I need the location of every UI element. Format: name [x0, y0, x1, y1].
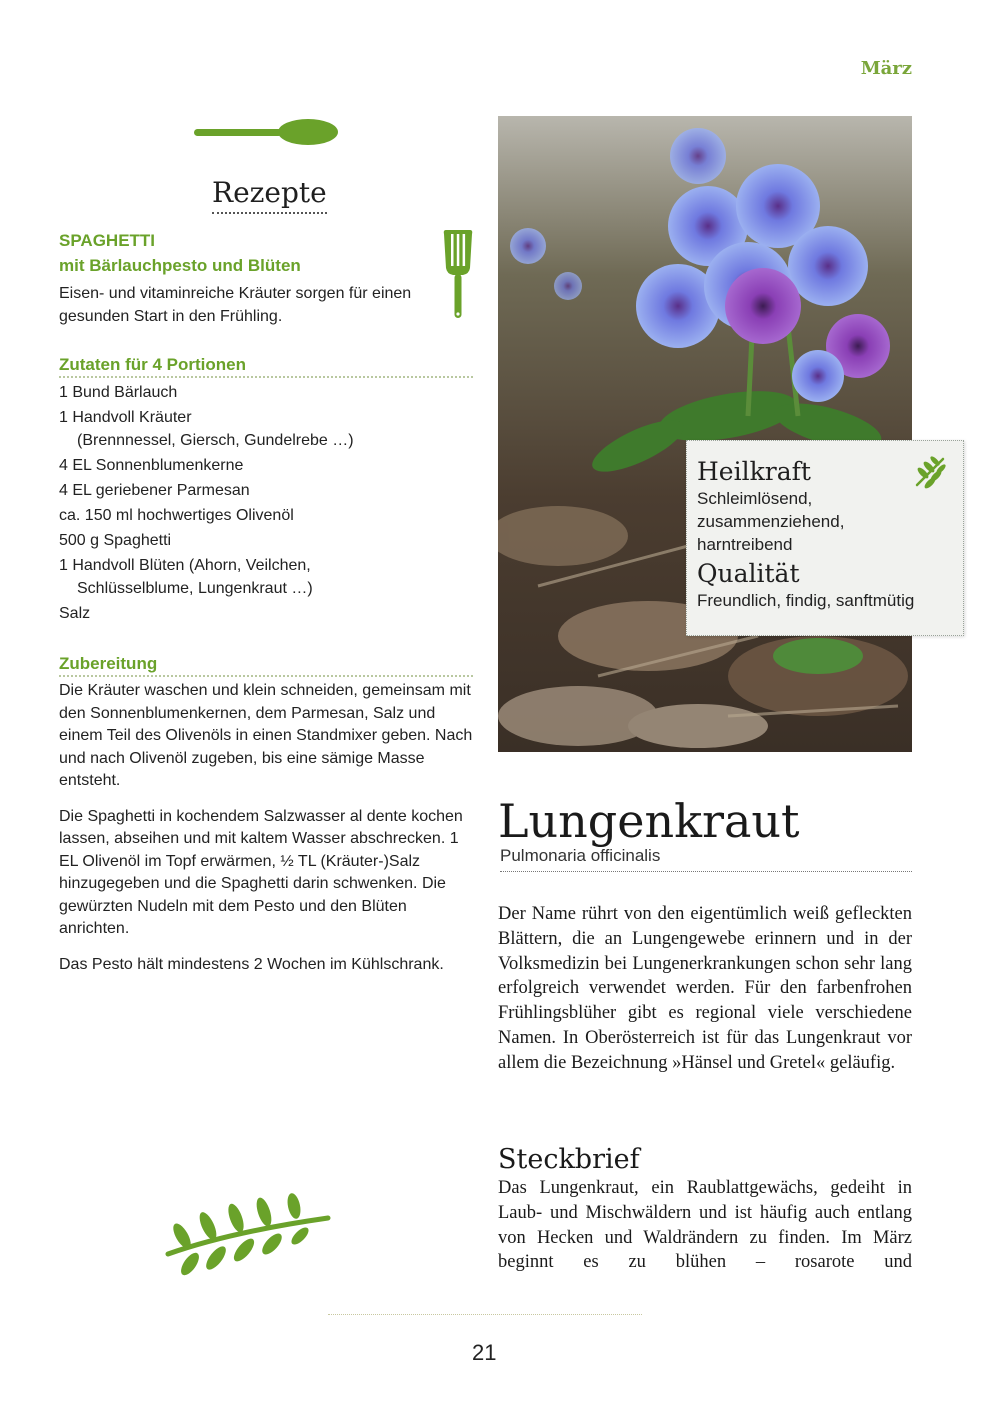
recipe-intro: Eisen- und vitaminreiche Kräuter sorgen für einen gesunden Start in den Frühling.	[59, 285, 412, 325]
preparation-step: Die Kräuter waschen und klein schneiden, gemeinsam mit den Sonnenblumenkernen, dem Parmesan, Salz und einem Teil des Olivenöls in einen Standmixer geben. Nach und nach Olivenöl zugeben, bis eine sämige Masse entsteht.	[59, 682, 473, 789]
recipe-title-line1: SPAGHETTI	[59, 231, 156, 250]
list-item	[59, 381, 473, 404]
list-item	[59, 406, 473, 452]
plant-title: Lungenkraut	[498, 794, 800, 848]
plant-description: Der Name rührt von den eigentümlich weiß gefleckten Blättern, die an Lungengewebe erinnern und in der Volksmedizin bei Lungenerkrankungen schon sehr lang erfolgreich verwendet werden. Für den farbenfrohen Frühlingsblüher gibt es regional viele verschiedene Namen. In Oberösterreich ist für das Lungenkraut vor allem die Bezeichnung »Hänsel und Gretel« geläufig.	[498, 904, 912, 1073]
preparation-step: Das Pesto hält mindestens 2 Wochen im Kühlschrank.	[59, 955, 444, 973]
spoon-icon	[192, 116, 340, 148]
footer-divider	[328, 1314, 642, 1315]
heilkraft-line: Schleimlösend,	[697, 489, 813, 508]
ingredient-line: 1 Bund Bärlauch	[59, 384, 178, 401]
page-number: 21	[472, 1340, 497, 1365]
lungwort-photo	[498, 116, 912, 752]
steckbrief-heading: Steckbrief	[498, 1144, 640, 1175]
leafy-branch-icon	[160, 1192, 332, 1276]
spatula-icon	[440, 228, 476, 322]
list-item	[59, 602, 473, 625]
steckbrief-text: Das Lungenkraut, ein Raublattgewächs, gedeiht in Laub- und Mischwäldern und ist häufig auch entlang von Hecken und Waldrändern zu finden. Im März beginnt es zu blühen – rosarote und	[498, 1178, 912, 1273]
ingredient-line: 1 Handvoll Blüten (Ahorn, Veilchen,	[59, 557, 311, 574]
ingredient-line: ca. 150 ml hochwertiges Olivenöl	[59, 507, 294, 524]
ingredients-heading: Zutaten für 4 Portionen	[59, 355, 473, 378]
ingredient-line: 4 EL Sonnenblumenkerne	[59, 457, 244, 474]
preparation-heading: Zubereitung	[59, 654, 473, 677]
qualitaet-heading: Qualität	[697, 559, 800, 588]
ingredient-line: 4 EL geriebener Parmesan	[59, 482, 250, 499]
list-item	[59, 454, 473, 477]
plant-latin-name: Pulmonaria officinalis	[500, 846, 912, 872]
ingredient-list	[59, 381, 473, 627]
ingredient-line: Salz	[59, 605, 91, 622]
list-item	[59, 529, 473, 552]
recipe-title	[59, 228, 301, 278]
list-item	[59, 504, 473, 527]
heilkraft-heading: Heilkraft	[697, 457, 811, 486]
ingredient-line: 500 g Spaghetti	[59, 532, 172, 549]
heilkraft-text	[697, 487, 953, 556]
ingredient-line: 1 Handvoll Kräuter	[59, 409, 192, 426]
preparation-steps	[59, 680, 473, 989]
preparation-step: Die Spaghetti in kochendem Salzwasser al dente kochen lassen, abseihen und mit kaltem Wasser abschrecken. 1 EL Olivenöl im Topf erwärmen, ½ TL (Kräuter-)Salz hinzugegeben und die Spaghetti darin schwenken. Die gewürzten Nudeln mit dem Pesto und den Blüten anrichten.	[59, 807, 463, 937]
month-label: März	[860, 58, 912, 79]
list-item	[59, 479, 473, 502]
heilkraft-box	[686, 440, 964, 636]
heilkraft-line: harntreibend	[697, 535, 793, 554]
heilkraft-line: zusammenziehend,	[697, 512, 845, 531]
qualitaet-text: Freundlich, findig, sanftmütig	[697, 591, 915, 610]
list-item	[59, 554, 473, 600]
ingredient-continuation: (Brennnessel, Giersch, Gundelrebe …)	[77, 432, 354, 449]
recipe-title-line2: mit Bärlauchpesto und Blüten	[59, 256, 301, 275]
ingredient-continuation: Schlüsselblume, Lungenkraut …)	[77, 580, 313, 597]
recipes-heading: Rezepte	[212, 176, 327, 214]
herb-sprig-icon	[913, 455, 947, 489]
